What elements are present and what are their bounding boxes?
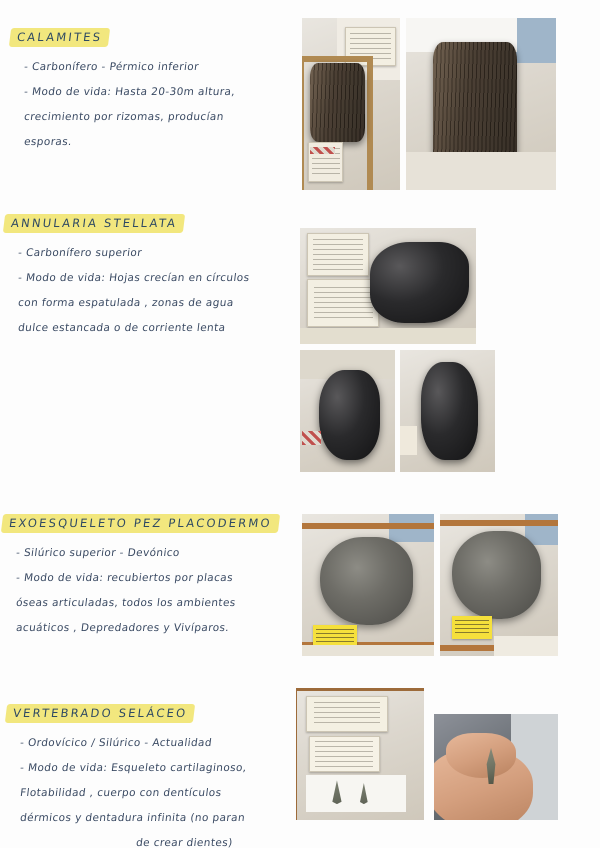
calamites-photo-left <box>302 18 400 190</box>
note-line: - Silúrico superior - Devónico <box>15 547 181 559</box>
annularia-photo-bottom-right <box>400 350 495 472</box>
section-selaceo <box>6 702 247 856</box>
section-body-selaceo <box>6 731 247 856</box>
note-line: Flotabilidad , cuerpo con dentículos <box>19 787 223 799</box>
section-heading-calamites: CALAMITES <box>9 28 110 47</box>
placodermo-photo-right <box>440 514 558 656</box>
section-placodermo <box>2 512 279 641</box>
calamites-photo-right <box>406 18 556 190</box>
placodermo-photo-left <box>302 514 434 656</box>
section-heading-placodermo: EXOESQUELETO PEZ PLACODERMO <box>1 514 280 533</box>
annularia-photo-bottom-left <box>300 350 395 472</box>
section-annularia <box>4 212 249 341</box>
annularia-photo-top <box>300 228 476 344</box>
note-line: crecimiento por rizomas, producían <box>23 111 225 123</box>
note-line: - Modo de vida: Hasta 20-30m altura, <box>23 86 236 98</box>
note-line: - Modo de vida: Hojas crecían en círculos <box>17 272 251 284</box>
note-line: con forma espatulada , zonas de agua <box>17 297 235 309</box>
note-line: - Modo de vida: Esqueleto cartilaginoso, <box>19 762 248 774</box>
section-heading-selaceo: VERTEBRADO SELÁCEO <box>5 704 196 723</box>
section-body-annularia <box>4 241 249 341</box>
note-line: acuáticos , Depredadores y Vivíparos. <box>15 622 230 634</box>
note-line: óseas articuladas, todos los ambientes <box>15 597 237 609</box>
note-line: de crear dientes) <box>135 837 234 849</box>
note-line: - Ordovícico / Silúrico - Actualidad <box>19 737 213 749</box>
selaceo-photo-right <box>434 714 558 820</box>
selaceo-photo-left <box>296 688 424 820</box>
section-body-placodermo <box>2 541 279 641</box>
section-body-calamites <box>10 55 235 155</box>
note-line: esporas. <box>23 136 73 148</box>
note-line: - Modo de vida: recubiertos por placas <box>15 572 234 584</box>
note-line: dérmicos y dentadura infinita (no paran <box>19 812 246 824</box>
section-calamites <box>10 26 235 155</box>
section-heading-annularia: ANNULARIA STELLATA <box>3 214 186 233</box>
note-line: - Carbonífero - Pérmico inferior <box>23 61 200 73</box>
note-line: dulce estancada o de corriente lenta <box>17 322 227 334</box>
note-line: - Carbonífero superior <box>17 247 143 259</box>
